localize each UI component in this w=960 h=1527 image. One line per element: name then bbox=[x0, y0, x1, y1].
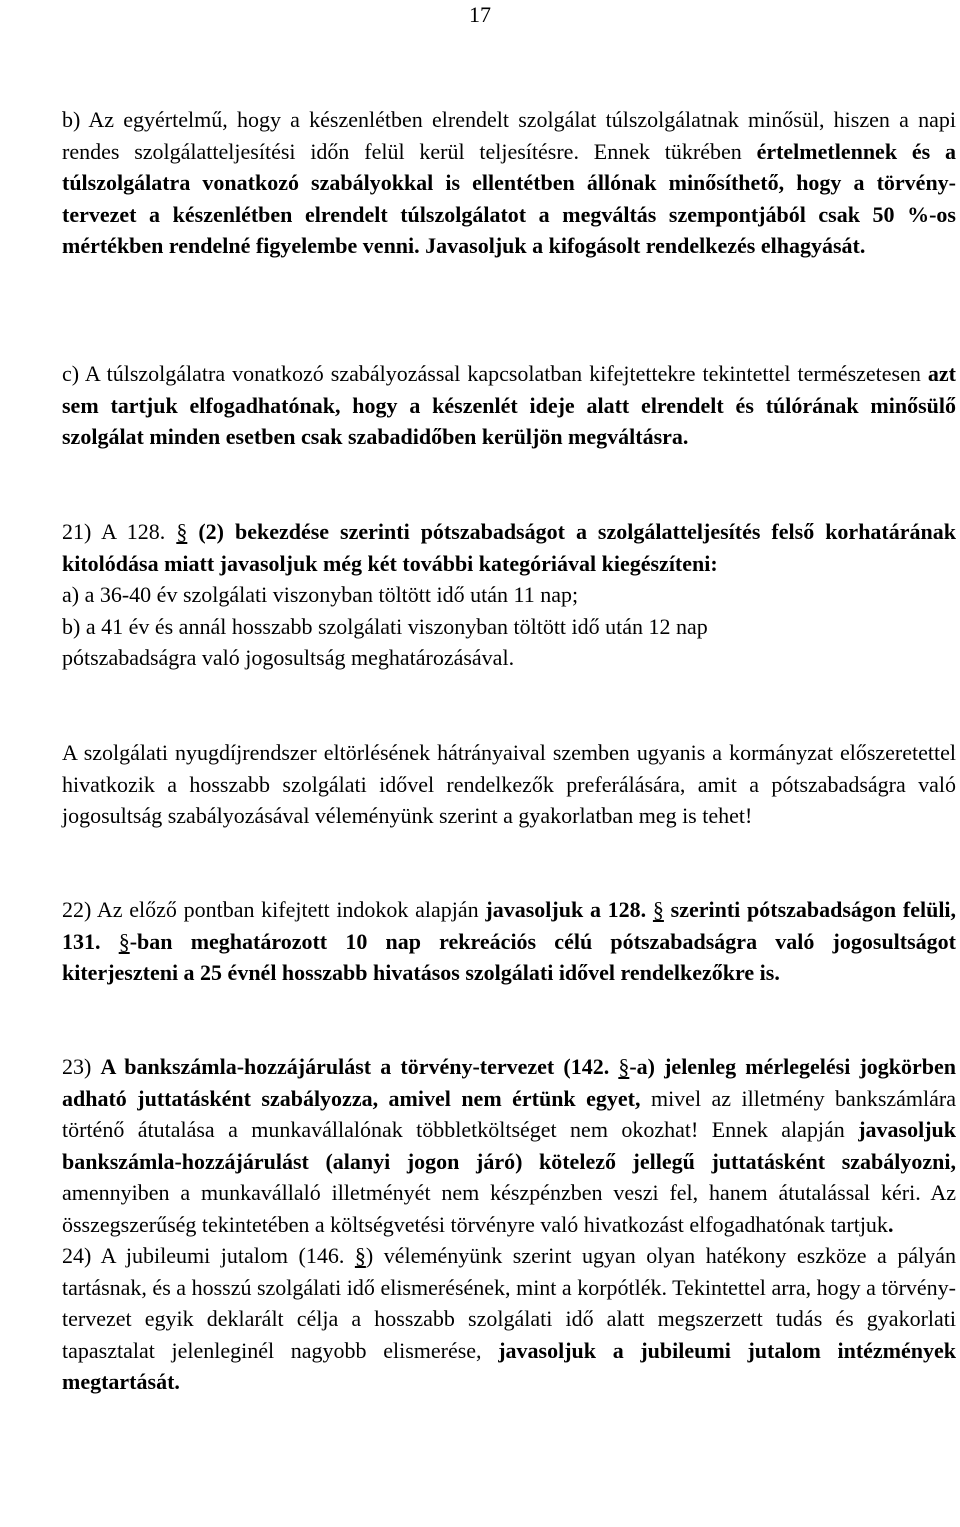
item-24-number: 24) bbox=[62, 1243, 92, 1268]
item-23-bold-1: A bankszámla-hozzájárulást a törvény-tervezet (142. bbox=[100, 1054, 610, 1079]
item-24-bold-1: javasoljuk a jubileumi jutalom intézmények megtartását. bbox=[62, 1337, 956, 1395]
paragraph-b-label: b) bbox=[62, 107, 81, 132]
item-22-text: Az előző pontban kifejtett indokok alapján bbox=[96, 897, 479, 922]
section-sign: § bbox=[176, 519, 188, 544]
item-22 bbox=[62, 894, 956, 989]
item-21-number: 21) bbox=[62, 519, 92, 544]
paragraph-c bbox=[62, 358, 956, 453]
paragraph-b bbox=[62, 104, 956, 262]
paragraph-b-text: Az egyértelmű, hogy a készenlétben elrendelt szolgálat túlszolgálatnak minősül, hiszen a napi rendes szolgálatteljesítési időn felül kerül teljesítésre. Ennek tükrében bbox=[62, 107, 956, 164]
item-22-bold-2: szerinti pótszabadságon felüli, 131. bbox=[62, 897, 957, 954]
page-number: 17 bbox=[469, 2, 491, 27]
section-sign: § bbox=[354, 1243, 366, 1268]
item-24-plain-1: A jubileumi jutalom (146. bbox=[100, 1243, 345, 1268]
section-sign: § bbox=[118, 928, 130, 954]
item-21-ref: A 128. bbox=[101, 519, 166, 544]
section-sign: § bbox=[652, 897, 664, 922]
item-23-end-dot: . bbox=[887, 1211, 894, 1237]
item-21-note bbox=[62, 737, 956, 832]
item-21-note-text: A szolgálati nyugdíjrendszer eltörlésének hátrányaival szemben ugyanis a kormányzat előszeretettel hivatkozik a hosszabb szolgálati idővel rendelkezők preferálására, amit a pótszabadságra való jogosultság szabályozásával véleményünk szerint a gyakorlatban meg is tehet! bbox=[62, 740, 956, 829]
item-23-plain-2: amennyiben a munkavállaló illetményét nem készpénzben veszi fel, hanem átutalással kéri. Az összegszerűség tekintetében a költségvetési törvényre való hivatkozást elfogadhatónak tartjuk bbox=[62, 1180, 956, 1237]
item-21-sub-a: a) a 36-40 év szolgálati viszonyban töltött idő után 11 nap; bbox=[62, 582, 579, 608]
item-23 bbox=[62, 1051, 956, 1241]
item-23-bold-3: javasoljuk bankszámla-hozzájárulást (alanyi jogon járó) kötelező jellegű juttatásként szabályozni, bbox=[62, 1117, 957, 1174]
item-21-sub-b: b) a 41 év és annál hosszabb szolgálati viszonyban töltött idő után 12 nap bbox=[62, 613, 708, 639]
item-24 bbox=[62, 1240, 956, 1398]
item-23-number: 23) bbox=[62, 1054, 92, 1079]
item-21 bbox=[62, 516, 956, 674]
paragraph-c-bold-text: azt sem tartjuk elfogadhatónak, hogy a készenlét ideje alatt elrendelt és túlórának minősülő szolgálat minden esetben csak szabadidőben kerüljön megváltásra. bbox=[62, 361, 956, 450]
item-22-bold-3: -ban meghatározott 10 nap rekreációs célú pótszabadságra való jogosultságot kiterjeszteni a 25 évnél hosszabb hivatásos szolgálati idővel rendelkezőkre is. bbox=[62, 928, 957, 986]
paragraph-c-label: c) bbox=[62, 361, 80, 386]
item-24-plain-2: ) véleményünk szerint ugyan olyan hatékony eszköze a pályán tartásnak, és a hosszú szolgálati idő elismerésének, mint a korpótlék. Tekintettel arra, hogy a törvény-tervezet egyik deklarált célja a hosszabb szolgálati idő alatt megszerzett tudás és gyakorlati tapasztalat jelenleginél nagyobb elismerése, bbox=[62, 1243, 956, 1363]
section-sign: § bbox=[618, 1054, 630, 1079]
item-22-bold-1: javasoljuk a 128. bbox=[485, 897, 647, 922]
paragraph-b-bold-text: értelmetlennek és a túlszolgálatra vonatkozó szabályokkal is ellentétben állónak minősíthető, hogy a törvény-tervezet a készenlétben elrendelt túlszolgálatot a megváltás szempontjából csak 50 %-os mértékben rendelné figyelembe venni. Javasoljuk a kifogásolt rendelkezés elhagyását. bbox=[62, 138, 957, 259]
item-23-bold-2: -a) jelenleg mérlegelési jogkörben adható juttatásként szabályozza, amivel nem értünk egyet, bbox=[62, 1054, 957, 1111]
paragraph-c-text: A túlszolgálatra vonatkozó szabályozással kapcsolatban kifejtettekre tekintettel természetesen bbox=[84, 361, 921, 386]
item-23-plain-1: mivel az illetmény bankszámlára történő átutalása a munkavállalónak többletköltséget nem okozhat! Ennek alapján bbox=[62, 1085, 956, 1143]
item-22-number: 22) bbox=[62, 897, 92, 922]
item-21-bold-text: (2) bekezdése szerinti pótszabadságot a szolgálatteljesítés felső korhatárának kitolódása miatt javasoljuk még két további kategóriával kiegészíteni: bbox=[62, 519, 956, 576]
item-21-tail: pótszabadságra való jogosultság meghatározásával. bbox=[62, 645, 515, 671]
